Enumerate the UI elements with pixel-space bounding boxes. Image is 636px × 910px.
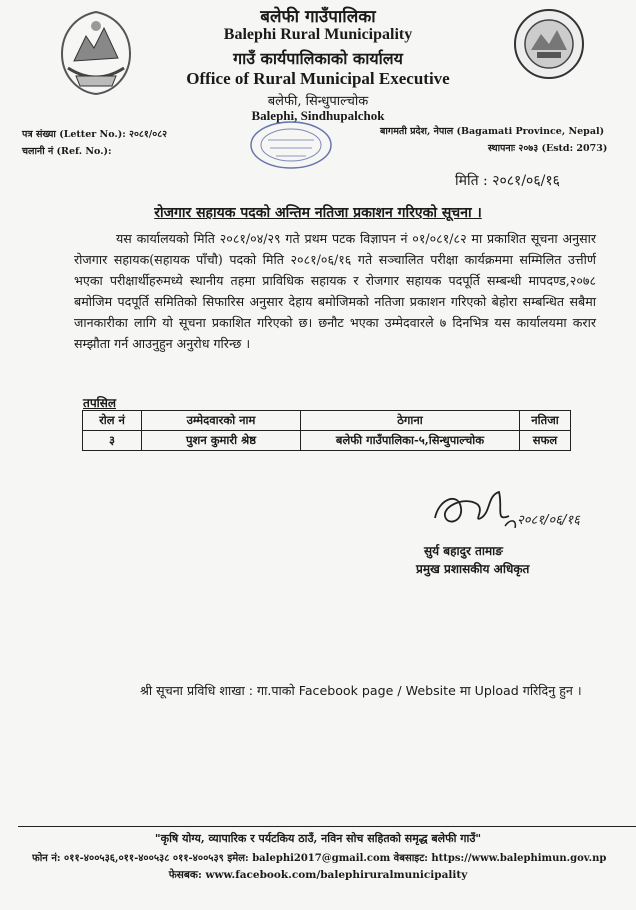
cell-address: बलेफी गाउँपालिका-५,सिन्धुपाल्चोक [301,431,520,451]
reference-number: चलानी नं (Ref. No.): [22,146,112,157]
np-office-title: गाउँ कार्यपालिकाको कार्यालय [233,49,403,68]
cell-candidate-name: पुशन कुमारी श्रेष्ठ [142,431,301,451]
np-address: बलेफी, सिन्धुपाल्चोक [267,94,369,109]
footer-facebook: फेसबक: www.facebook.com/balephiruralmunicipality [168,869,468,881]
en-municipality-title: Balephi Rural Municipality [223,26,413,43]
cell-roll-number: ३ [83,431,142,451]
signature-date: २०८१/०६/१६ [517,513,580,528]
footer-divider [18,826,636,827]
np-municipality-title: बलेफी गाउँपालिका [260,7,376,27]
established-label: स्थापनाः २०७३ (Estd: 2073) [488,143,608,154]
notice-date: मिति : २०८१/०६/१६ [455,173,560,189]
office-stamp [248,120,334,170]
it-branch-note: श्री सूचना प्रविधि शाखा : गा.पाको Facebook page / Website मा Upload गरिदिनु हुन । [140,683,582,698]
col-result: नतिजा [520,411,571,431]
footer-slogan: "कृषि योग्य, व्यापारिक र पर्यटकिय ठाउँ, नविन सोच सहितको समृद्ध बलेफी गाउँ" [154,832,482,845]
table-caption: तपसिल [83,396,117,410]
notice-subject: रोजगार सहायक पदको अन्तिम नतिजा प्रकाशन गरिएको सूचना । [154,205,482,221]
en-office-title: Office of Rural Municipal Executive [186,69,450,88]
en-address: Balephi, Sindhupalchok [251,108,385,123]
table-row [83,431,571,451]
notice-body: यस कार्यालयको मिति २०८१/०४/२९ गते प्रथम पटक विज्ञापन नं ०१/०८१/८२ मा प्रकाशित सूचना अनुसार रोजगार सहायक(सहायक पाँचौ) पदको मिति २०८१/०६/१६ गते सञ्चालित परीक्षा कार्यक्रममा सम्मिलित उत्तीर्ण भएका परीक्षार्थीहरुमध्ये स्थानीय तहमा प्राविधिक सहायक र रोजगार सहायक पदपूर्ति सम्बन्धी मापदण्ड,२०७८ बमोजिम पदपूर्ति समितिको सिफारिस अनुसार देहाय बमोजिमको नतिजा प्रकाशन गरिएको बेहोरा सम्बन्धित सबैमा जानकारीका लागि यो सूचना प्रकाशित गरिएको छ। छनौट भएका उम्मेदवारले ७ दिनभित्र यस कार्यालयमा करार सम्झौता गर्न आउनुहुन अनुरोध गरिन्छ । [74,231,596,351]
handwritten-signature [425,478,585,540]
col-roll-number: रोल नं [83,411,142,431]
province-label: बागमती प्रदेश, नेपाल (Bagamati Province, Nepal) [380,126,605,137]
signatory-name: सुर्य बहादुर तामाङ [424,544,503,558]
col-candidate-name: उम्मेदवारको नाम [142,411,301,431]
table-header-row [83,411,571,431]
signatory-title: प्रमुख प्रशासकीय अधिकृत [416,562,530,576]
col-address: ठेगाना [301,411,520,431]
footer-contact: फोन नं: ०११-४००५३६,०११-४००५३८ ०११-४००५३९ इमेल: balephi2017@gmail.com वेबसाइट: https://www.balephimun.gov.np [32,853,607,864]
result-table [82,410,571,451]
cell-result: सफल [520,431,571,451]
letter-number: पत्र संख्या (Letter No.): २०८१/०८२ [22,129,168,140]
